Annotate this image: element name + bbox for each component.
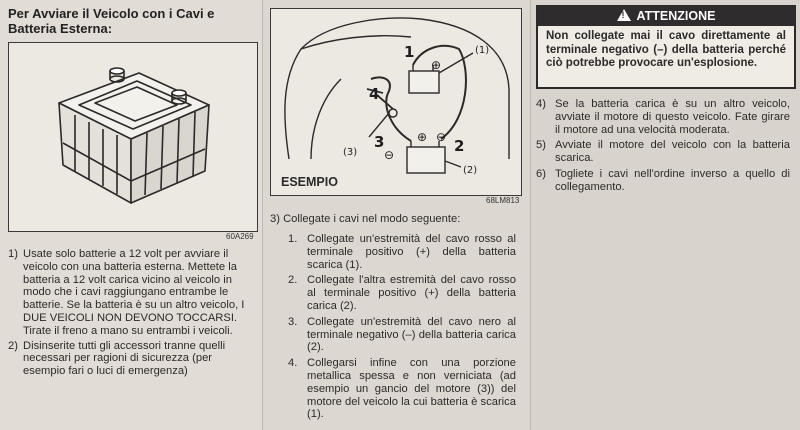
jump-start-diagram xyxy=(270,8,522,196)
step-text: Collegate i cavi nel modo seguente: xyxy=(283,213,461,225)
substep-text: Collegate un'estremità del cavo rosso al terminale positivo (+) della batteria scarica (1). xyxy=(307,233,516,271)
list-item xyxy=(536,168,790,194)
list-item xyxy=(8,248,254,338)
list-item xyxy=(536,98,790,136)
callout-1: 1 xyxy=(404,43,415,61)
list-item xyxy=(288,316,516,354)
callout-ref-2: (2) xyxy=(463,165,478,176)
callout-4: 4 xyxy=(369,85,380,103)
column-divider xyxy=(530,0,531,430)
step-number: 1) xyxy=(8,248,18,260)
battery-figure xyxy=(8,42,258,232)
figure-code: 68LM813 xyxy=(486,196,520,205)
step-text: Disinserite tutti gli accessori tranne quelli necessari per ragioni di sicurezza (per esempio fari o luci di emergenza) xyxy=(23,339,226,378)
callout-ref-1: (1) xyxy=(475,45,490,56)
list-item xyxy=(536,139,790,165)
left-steps-list xyxy=(8,248,254,380)
substep-number: 2. xyxy=(288,274,298,287)
svg-text:⊖: ⊖ xyxy=(436,130,447,144)
engine-bay-illustration xyxy=(271,9,521,195)
svg-text:⊕: ⊕ xyxy=(417,130,428,144)
step-number: 4) xyxy=(536,98,546,110)
callout-ref-3: (3) xyxy=(343,147,358,158)
step-text: Usate solo batterie a 12 volt per avviare il veicolo con una batteria esterna. Mettete la batteria a 12 volt carica vicino al veicolo in modo che i cavi raggiungano entrambe le batterie. Se la batteria è su un altro veicolo, I DUE VEICOLI NON DEVONO TOCCARSI. Tirate il freno a mano su entrambi i veicoli. xyxy=(23,248,245,337)
step-number: 5) xyxy=(536,139,546,152)
warning-icon: ! xyxy=(617,9,631,21)
step-number: 2) xyxy=(8,339,18,352)
svg-text:⊖: ⊖ xyxy=(384,148,395,162)
list-item xyxy=(288,233,516,271)
warning-text: Non collegate mai il cavo direttamente al terminale negativo (–) della batteria perché ciò potrebbe provocare un'esplosione. xyxy=(546,30,786,69)
warning-box xyxy=(536,5,796,89)
warning-title: ATTENZIONE xyxy=(636,9,716,23)
section-heading: Per Avviare il Veicolo con i Cavi e Batteria Esterna: xyxy=(8,6,215,36)
substep-number: 1. xyxy=(288,233,298,245)
column-divider xyxy=(262,0,263,430)
step-text: Se la batteria carica è su un altro veicolo, avviate il motore di questo veicolo. Fate girare il motore ad una velocità moderata. xyxy=(555,98,790,136)
right-steps-list xyxy=(536,98,790,197)
callout-2: 2 xyxy=(454,137,465,155)
list-item xyxy=(8,340,254,378)
substep-text: Collegate un'estremità del cavo nero al terminale negativo (–) della batteria carica (2). xyxy=(307,315,516,354)
step-text: Avviate il motore del veicolo con la batteria scarica. xyxy=(555,139,790,165)
battery-illustration xyxy=(9,43,257,231)
list-item xyxy=(288,357,516,421)
list-item xyxy=(288,274,516,312)
figure-label: ESEMPIO xyxy=(281,175,338,189)
warning-header xyxy=(538,7,794,26)
substep-text: Collegarsi infine con una porzione metallica spessa e non verniciata (ad esempio un gancio del motore (3)) del motore del veicolo la cui batteria è scarica (1). xyxy=(307,357,516,421)
step-3-intro xyxy=(270,213,522,226)
substep-number: 4. xyxy=(288,357,298,370)
callout-3: 3 xyxy=(374,133,385,151)
substep-text: Collegate l'altra estremità del cavo rosso al terminale positivo (+) della batteria carica (2). xyxy=(307,274,516,312)
svg-text:⊕: ⊕ xyxy=(431,58,442,72)
step-text: Togliete i cavi nell'ordine inverso a quello di collegamento. xyxy=(555,167,790,193)
connection-substeps xyxy=(288,233,516,424)
figure-code: 60A269 xyxy=(226,232,254,241)
step-number: 6) xyxy=(536,167,546,180)
step-number: 3) xyxy=(270,213,280,225)
substep-number: 3. xyxy=(288,315,298,328)
